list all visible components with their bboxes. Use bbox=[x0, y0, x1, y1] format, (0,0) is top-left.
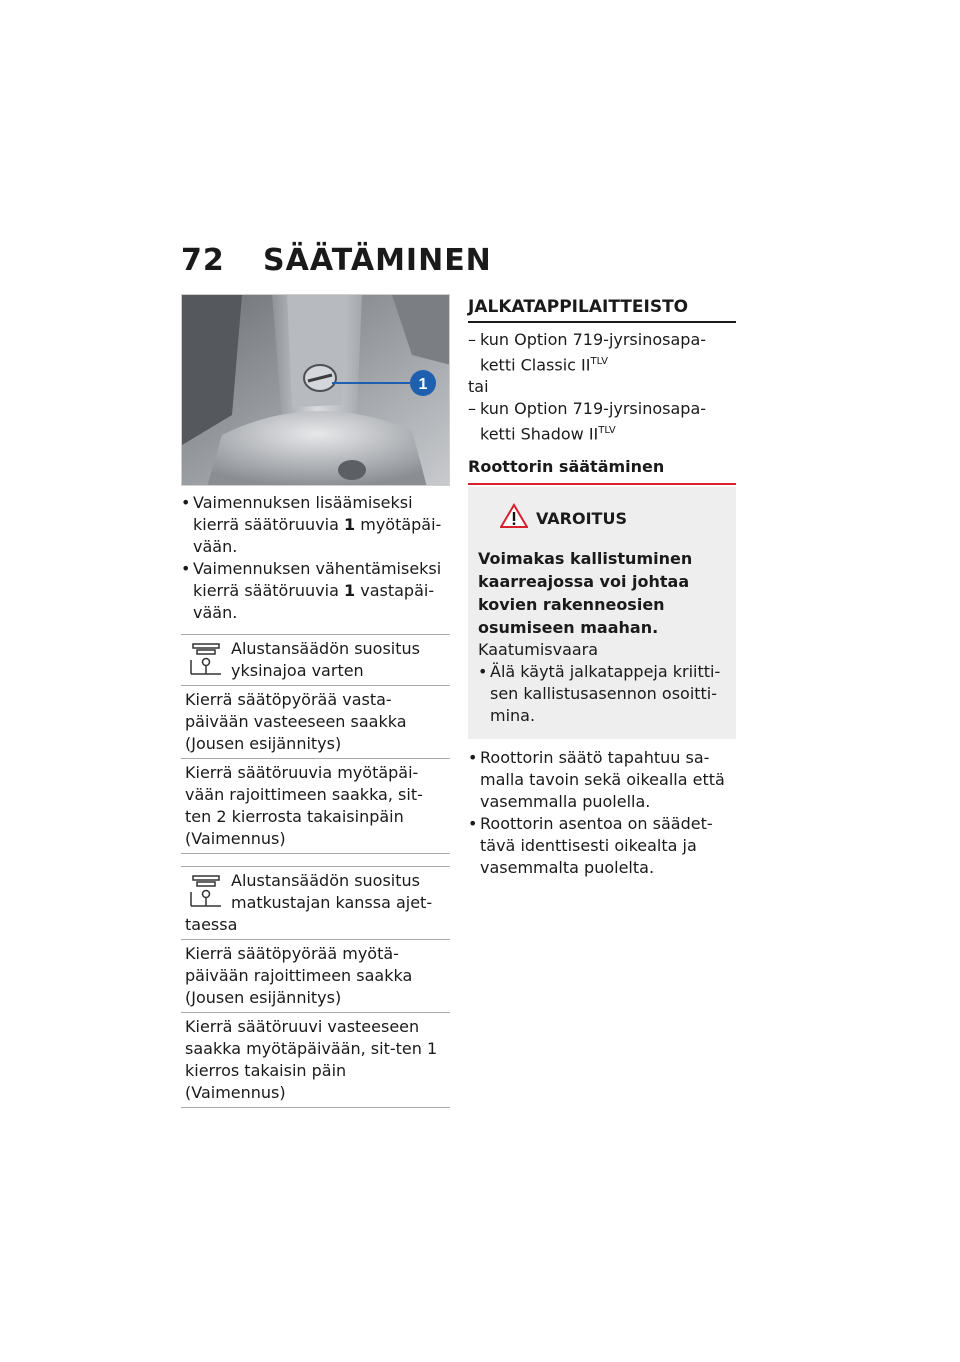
suspension-icon bbox=[185, 638, 231, 682]
recommendation-row: Kierrä säätöruuvia myötäpäi-vään rajoittimeen saakka, sit-ten 2 kierrosta takaisinpäin (Vaimennus) bbox=[181, 759, 450, 854]
or-text: tai bbox=[468, 377, 489, 397]
right-column bbox=[468, 296, 736, 879]
page-header bbox=[181, 243, 492, 278]
warning-header bbox=[478, 497, 726, 541]
section-title: JALKATAPPILAITTEISTO bbox=[468, 296, 736, 323]
warning-label: VAROITUS bbox=[536, 508, 627, 528]
shock-absorber-illustration bbox=[182, 295, 450, 486]
list-item: • Roottorin säätö tapahtuu sa-malla tavoin sekä oikealla että vasemmalla puolella. bbox=[468, 747, 736, 813]
list-item: • Vaimennuksen lisäämiseksi kierrä säätöruuvia 1 myötäpäi-vään. bbox=[181, 492, 450, 558]
warning-headline: Voimakas kallistuminen kaarreajossa voi johtaa kovien rakenneosien osumiseen maahan. bbox=[478, 548, 693, 637]
left-column bbox=[181, 492, 450, 1108]
recommendation-table-passenger bbox=[181, 866, 450, 1108]
recommendation-heading: Alustansäädön suositus yksinajoa varten bbox=[181, 635, 450, 686]
list-item: • Roottorin asentoa on säädet-tävä identtisesti oikealta ja vasemmalta puolelta. bbox=[468, 813, 736, 879]
warning-box bbox=[468, 487, 736, 739]
recommendation-row: Kierrä säätöpyörää myötä-päivään rajoittimeen saakka (Jousen esijännitys) bbox=[181, 940, 450, 1013]
warning-icon bbox=[500, 503, 528, 535]
subsection-title: Roottorin säätäminen bbox=[468, 446, 736, 485]
option-item: – kun Option 719-jyrsinosapa-ketti Shadow $II^{TLV}$ bbox=[468, 398, 736, 445]
chapter-title: SÄÄTÄMINEN bbox=[263, 243, 492, 278]
page-number: 72 bbox=[181, 243, 225, 278]
recommendation-heading: Alustansäädön suositus matkustajan kanssa ajet-taessa bbox=[181, 867, 450, 940]
callout-number: 1 bbox=[418, 376, 428, 393]
recommendation-table-solo bbox=[181, 634, 450, 854]
recommendation-row: Kierrä säätöpyörää vasta-päivään vasteeseen saakka (Jousen esijännitys) bbox=[181, 686, 450, 759]
warning-risk: Kaatumisvaara bbox=[478, 639, 599, 659]
list-item: • Vaimennuksen vähentämiseksi kierrä säätöruuvia 1 vastapäi-vään. bbox=[181, 558, 450, 624]
warning-bullet: • Älä käytä jalkatappeja kriitti-sen kallistusasennon osoitti-mina. bbox=[478, 661, 726, 727]
option-item: – kun Option 719-jyrsinosapa-ketti Classic $II^{TLV}$ bbox=[468, 329, 736, 376]
suspension-icon bbox=[185, 870, 231, 914]
recommendation-row: Kierrä säätöruuvi vasteeseen saakka myötäpäivään, sit-ten 1 kierros takaisin päin (Vaimennus) bbox=[181, 1013, 450, 1108]
shock-absorber-photo bbox=[181, 294, 450, 486]
